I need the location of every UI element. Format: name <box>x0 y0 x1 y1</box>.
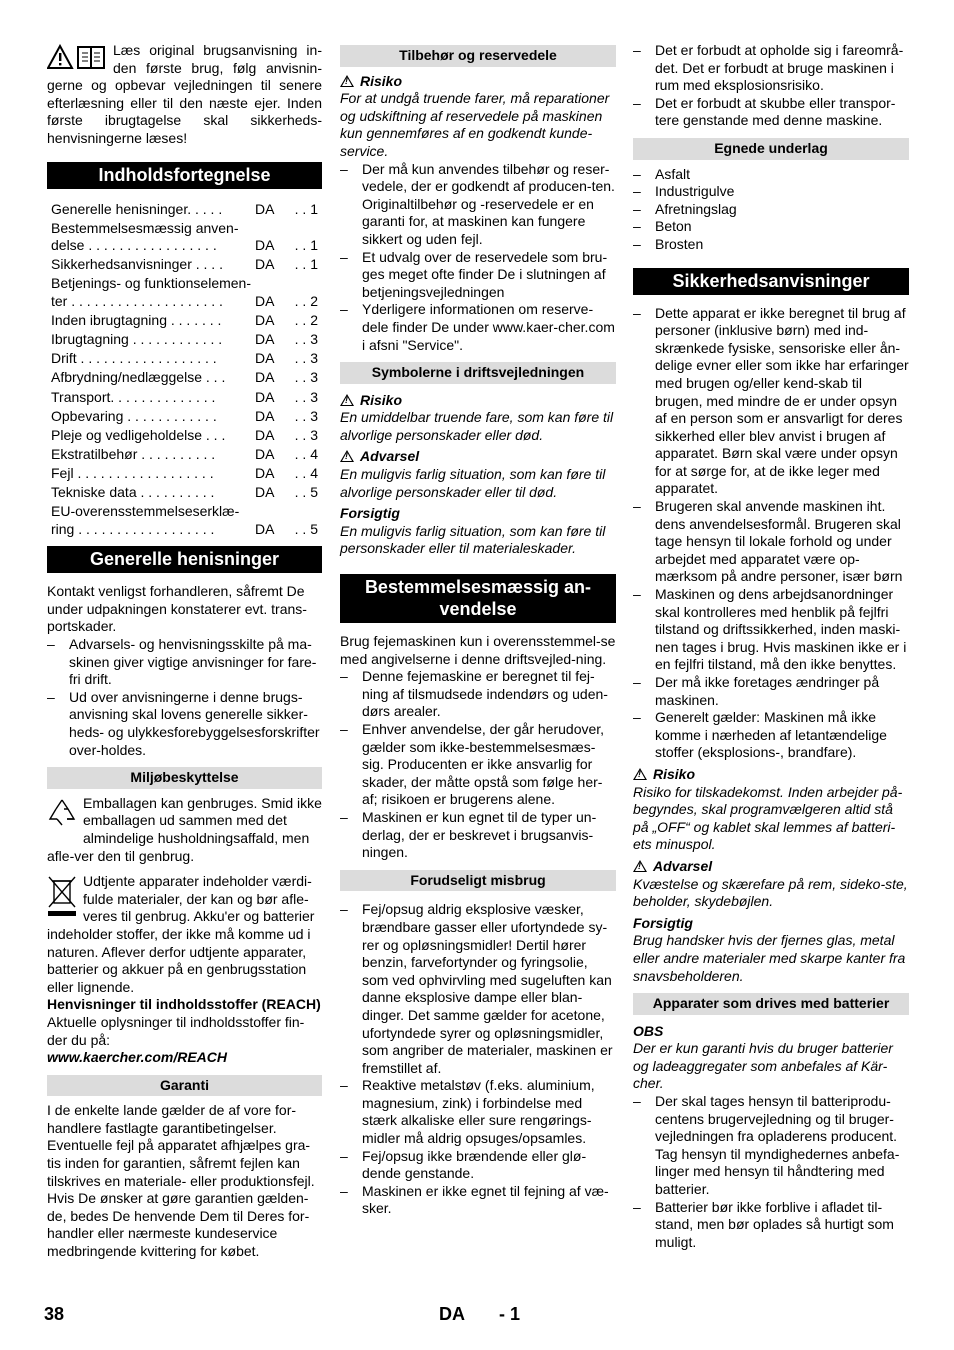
symbols-warning-label: !Advarsel <box>340 448 616 466</box>
toc-entry-name: Ibrugtagning . . . . . . . . . . . . <box>51 331 223 348</box>
toc-list <box>47 201 322 539</box>
list-item: – Denne fejemaskine er beregnet til fej-ning af tilsmudsede indendørs og uden-dørs arealer. <box>340 668 616 721</box>
toc-entry-page: . . 3 <box>294 388 318 405</box>
toc-row[interactable] <box>51 331 318 349</box>
toc-row[interactable] <box>51 275 318 310</box>
list-item: – Fej/opsug aldrig eksplosive væsker, brændbare gasser eller ufortyndede sy-rer og opløsningsmidler! Dertil hører benzin, farvefortynder og fyringsolie, som ved ophvirvling med sugeluften kan danne eksplosive dampe eller blan-dinger. Det samme gælder for acetone, ufortyndede syrer og opløsningsmidler, som angriber de materialer, maskinen er fremstillet af. <box>340 901 616 1077</box>
toc-row[interactable] <box>51 427 318 445</box>
safety-caution-label: Forsigtig <box>633 914 693 931</box>
safety-list <box>633 305 909 762</box>
toc-entry-page: . . 2 <box>294 293 318 310</box>
env-heading: Miljøbeskyttelse <box>47 767 322 789</box>
toc-entry-lang: DA <box>255 256 275 273</box>
footer-section: - 1 <box>499 1304 521 1324</box>
safety-caution-text: Brug handsker hvis der fjernes glas, metal eller andre materialer med skarpe kanter fra snavsbeholderen. <box>633 932 906 984</box>
list-item: – Det er forbudt at skubbe eller transpor-tere genstande med denne maskine. <box>633 95 909 130</box>
intended-list <box>340 668 616 862</box>
safety-warning-text: Kvæstelse og skærefare på rem, sideko-ste, beholder, skydebøjlen. <box>633 875 908 910</box>
recycle-icon <box>47 797 77 832</box>
list-item: – Maskinen er ikke egnet til fejning af væ-sker. <box>340 1183 616 1218</box>
toc-entry-page: . . 5 <box>294 520 318 537</box>
safety-risk-text: Risiko for tilskadekomst. Inden arbejder på-begyndes, skal programvælgeren altid stå på „OFF“ og kablet skal lemmes af batteri-ets minuspol. <box>633 783 903 853</box>
toc-entry-name: Bestemmelsesmæssig anven-delse . . . . . . . . . . . . . . . . . <box>51 219 239 254</box>
toc-entry-lang: DA <box>255 426 275 443</box>
list-item: – Afretningslag <box>633 201 909 219</box>
general-heading: Generelle henisninger <box>47 546 322 573</box>
toc-entry-lang: DA <box>255 388 275 405</box>
list-item: – Der skal tages hensyn til batteriprodu-centens brugervejledning og til bruger-vejledningen fra opladerens producent. Tag hensyn til myndighedernes anbefa-linger med hensyn til håndtering med batterier. <box>633 1093 909 1199</box>
toc-entry-lang: DA <box>255 369 275 386</box>
toc-row[interactable] <box>51 408 318 426</box>
safety-heading: Sikkerhedsanvisninger <box>633 268 909 295</box>
toc-entry-page: . . 4 <box>294 464 318 481</box>
toc-row[interactable] <box>51 256 318 274</box>
battery-obs-text: Der er kun garanti hvis du bruger batterier og ladeaggregater som anbefales af Kär-cher. <box>633 1040 893 1092</box>
symbols-caution-text: En muligvis farlig situation, som kan føre til personskader eller til materialeskader. <box>340 522 606 557</box>
packaging-text: Emballagen kan genbruges. Smid ikke emballagen ud sammen med det almindelige husholdningsaffald, men afle-ver den til genbrug. <box>47 794 322 864</box>
toc-entry-name: Transport. . . . . . . . . . . . . . <box>51 388 216 405</box>
toc-entry-lang: DA <box>255 312 275 329</box>
list-item: – Maskinen og dens arbejdsanordninger skal kontrolleres med henblik på fejlfri tilstand og driftssikkerhed, inden maski-nen tages i brug. Hvis maskinen ikke er i en fejlfri tilstand, må den ikke benyttes. <box>633 586 909 674</box>
list-item: – Det er forbudt at opholde sig i fareområ-det. Det er forbudt at bruge maskinen i rum med eksplosionsrisiko. <box>633 42 909 95</box>
toc-entry-page: . . 2 <box>294 312 318 329</box>
list-item: – Fej/opsug ikke brændende eller glø-dende genstande. <box>340 1148 616 1183</box>
toc-entry-lang: DA <box>255 237 275 254</box>
battery-list <box>633 1093 909 1251</box>
toc-entry-name: Opbevaring . . . . . . . . . . . . <box>51 407 217 424</box>
symbols-warning-text: En muligvis farlig situation, som kan føre til alvorlige personskader eller til død. <box>340 466 606 500</box>
toc-row[interactable] <box>51 201 318 219</box>
toc-row[interactable] <box>51 220 318 255</box>
toc-entry-page: . . 3 <box>294 331 318 348</box>
surfaces-list <box>633 166 909 254</box>
symbols-heading: Symbolerne i driftsvejledningen <box>340 362 616 384</box>
list-item: – Enhver anvendelse, der går herudover, gælder som ikke-bestemmelsesmæs-sig. Producenten er ikke ansvarlig for skader, der måtte opstå som følge her-af; risikoen er brugerens alene. <box>340 721 616 809</box>
toc-entry-name: Tekniske data . . . . . . . . . . <box>51 483 215 500</box>
battery-obs-label: OBS <box>633 1022 664 1039</box>
surfaces-heading: Egnede underlag <box>633 138 909 160</box>
general-text: Kontakt venligst forhandleren, såfremt De under udpakningen konstaterer evt. trans-portskader. <box>47 583 307 635</box>
warning-triangle-icon <box>633 860 647 872</box>
toc-row[interactable] <box>51 446 318 464</box>
toc-entry-name: EU-overensstemmelseserklæ-ring . . . . . . . . . . . . . . . . . . <box>51 503 240 537</box>
list-item: – Ud over anvisningerne i denne brugs-anvisning skal lovens generelle sikker-heds- og ulykkesforebyggelsesforskrifter over-holdes. <box>47 689 322 759</box>
column-middle <box>340 42 616 1218</box>
toc-entry-lang: DA <box>255 293 275 310</box>
accessories-risk-label: !Risiko <box>340 73 616 91</box>
footer-lang: DA <box>439 1304 465 1324</box>
toc-row[interactable] <box>51 389 318 407</box>
packaging-block <box>47 795 322 865</box>
toc-entry-lang: DA <box>255 200 275 217</box>
disposal-block <box>47 873 322 996</box>
toc-entry-page: . . 3 <box>294 426 318 443</box>
toc-entry-name: Fejl . . . . . . . . . . . . . . . . . . <box>51 464 214 481</box>
toc-entry-page: . . 1 <box>294 237 318 254</box>
misuse-list <box>340 901 616 1218</box>
toc-entry-page: . . 3 <box>294 369 318 386</box>
toc-entry-page: . . 5 <box>294 483 318 500</box>
list-item: – Batterier bør ikke forblive i afladet til-stand, men bør oplades så hurtigt som muligt. <box>633 1199 909 1252</box>
intro-text: Læs original brugsanvisning in-den første brug, følg anvisnin-gerne og opbevar vejledningen til senere efterlæsning eller til den næste ejer. Inden første ibrugtagelse skal sikkerheds-henvisningerne læses! <box>47 42 322 146</box>
list-item: – Maskinen er kun egnet til de typer un-derlag, der er beskrevet i brugsanvis-ningen. <box>340 809 616 862</box>
list-item: – Der må ikke foretages ændringer på maskinen. <box>633 674 909 709</box>
warning-triangle-icon <box>633 768 647 780</box>
misuse-list-continued <box>633 42 909 130</box>
toc-entry-name: Inden ibrugtagning . . . . . . . <box>51 312 222 329</box>
symbols-risk-label: !Risiko <box>340 392 616 410</box>
toc-entry-lang: DA <box>255 464 275 481</box>
list-item: – Der må kun anvendes tilbehør og reser-vedele, der er godkendt af producen-ten. Originaltilbehør og -reservedele er en garanti for, at maskinen kan fungere sikkert og uden fejl. <box>340 161 616 249</box>
toc-entry-page: . . 3 <box>294 407 318 424</box>
list-item: – Generelt gælder: Maskinen må ikke komme i nærheden af letantændelige stoffer (eksplosions-, brandfare). <box>633 709 909 762</box>
list-item: – Dette apparat er ikke beregnet til brug af personer (inklusive børn) med ind-skrænkede fysiske, sensoriske eller ån-delige evner eller som ikke har erfaringer med brugen og/eller kend-skab til brugen, med mindre de er under opsyn af en person som er ansvarligt for deres sikkerhed eller blev anvist i brugen af apparatet. Børn skal være under opsyn for at sørge for, at de ikke leger med apparatet. <box>633 305 909 499</box>
reach-text: Aktuelle oplysninger til indholdsstoffer fin-der du på: <box>47 1013 305 1048</box>
misuse-heading: Forudseligt misbrug <box>340 870 616 892</box>
symbols-risk-text: En umiddelbar truende fare, som kan føre til alvorlige personskader eller død. <box>340 409 614 443</box>
warning-triangle-icon <box>340 75 354 87</box>
accessories-heading: Tilbehør og reservedele <box>340 45 616 67</box>
intro-block <box>47 42 322 148</box>
disposal-text: Udtjente apparater indeholder værdi-fulde materialer, der kan og bør afle-veres til genbrug. Akku'er og batterier indeholder stoffer, der ikke må komme ud i naturen. Aflever derfor udtjente apparater, batterier og akkuer på en genbrugsstation eller lignende. <box>47 873 315 995</box>
list-item: – Asfalt <box>633 166 909 184</box>
intended-text: Brug fejemaskinen kun i overensstemmel-se med angivelserne i denne driftsvejled-ning. <box>340 633 616 667</box>
list-item: – Industrigulve <box>633 183 909 201</box>
list-item: – Advarsels- og henvisningsskilte på ma-skinen giver vigtige anvisninger for fare-fri drift. <box>47 636 322 689</box>
toc-row[interactable] <box>51 350 318 368</box>
warranty-heading: Garanti <box>47 1075 322 1097</box>
toc-entry-page: . . 1 <box>294 200 318 217</box>
list-item: – Et udvalg over de reservedele som bru-ges meget ofte finder De i slutningen af betjeningsvejledningen <box>340 249 616 302</box>
warning-manual-icon <box>47 44 107 75</box>
toc-entry-lang: DA <box>255 520 275 537</box>
accessories-risk-text: For at undgå truende farer, må reparationer og udskiftning af reservedele på maskinen kun gennemføres af en godkendt kunde-service. <box>340 90 610 159</box>
toc-row[interactable] <box>51 312 318 330</box>
toc-entry-lang: DA <box>255 350 275 367</box>
column-right <box>633 42 909 1251</box>
toc-entry-lang: DA <box>255 407 275 424</box>
toc-entry-lang: DA <box>255 331 275 348</box>
toc-row[interactable] <box>51 484 318 502</box>
toc-row[interactable] <box>51 369 318 387</box>
column-left <box>47 42 322 1261</box>
toc-entry-name: Ekstratilbehør . . . . . . . . . . <box>51 445 216 462</box>
safety-warning-label: !Advarsel <box>633 858 909 876</box>
list-item: – Brugeren skal anvende maskinen iht. dens anvendelsesformål. Brugeren skal tage hensyn til lokale forhold og under arbejdet med apparatet være op-mærksom på andre personer, især børn <box>633 498 909 586</box>
list-item: – Brosten <box>633 236 909 254</box>
toc-entry-name: Generelle henisninger. . . . . <box>51 200 223 217</box>
warranty-text: I de enkelte lande gælder de af vore for-handlere fastlagte garantibetingelser. Eventuelle fejl på apparatet afhjælpes gra-tis inden for garantien, såfremt fejlen kan tilskrives en materiale- eller produktionsfejl. Hvis De ønsker at gøre garantien gælden-de, bedes De henvende Dem til Deres for-handler eller nærmeste kundeservice medbringende kvittering for købet. <box>47 1102 315 1260</box>
reach-link[interactable]: www.kaercher.com/REACH <box>47 1049 227 1066</box>
toc-entry-page: . . 4 <box>294 445 318 462</box>
crossed-bin-icon <box>47 875 77 924</box>
toc-entry-name: Betjenings- og funktionselemen-ter . . . . . . . . . . . . . . . . . . . . <box>51 275 252 310</box>
toc-entry-name: Drift . . . . . . . . . . . . . . . . . . <box>51 350 217 367</box>
warning-triangle-icon <box>340 394 354 406</box>
intended-heading: Bestemmelsesmæssig an-vendelse <box>340 574 616 623</box>
safety-risk-label: !Risiko <box>633 766 909 784</box>
toc-entry-name: Pleje og vedligeholdelse . . . <box>51 426 226 443</box>
toc-row[interactable] <box>51 503 318 538</box>
toc-entry-lang: DA <box>255 483 275 500</box>
accessories-list <box>340 161 616 355</box>
toc-entry-page: . . 1 <box>294 256 318 273</box>
toc-entry-name: Afbrydning/nedlæggelse . . . <box>51 369 226 386</box>
toc-entry-lang: DA <box>255 445 275 462</box>
battery-heading: Apparater som drives med batterier <box>633 993 909 1015</box>
toc-heading: Indholdsfortegnelse <box>47 162 322 189</box>
list-item: – Reaktive metalstøv (f.eks. aluminium, magnesium, zink) i forbindelse med stærk alkaliske eller sure rengørings-midler må aldrig opsuges/opsamles. <box>340 1077 616 1147</box>
symbols-caution-label: Forsigtig <box>340 505 400 522</box>
list-item: – Beton <box>633 218 909 236</box>
toc-entry-name: Sikkerhedsanvisninger . . . . <box>51 256 223 273</box>
warning-triangle-icon <box>340 450 354 462</box>
general-list <box>47 636 322 759</box>
list-item: – Yderligere informationen om reserve-dele finder De under www.kaer-cher.com i afsni "Service". <box>340 301 616 354</box>
page-number: 38 <box>44 1304 65 1324</box>
toc-entry-page: . . 3 <box>294 350 318 367</box>
reach-title: Henvisninger til indholdsstoffer (REACH) <box>47 996 321 1013</box>
toc-row[interactable] <box>51 465 318 483</box>
